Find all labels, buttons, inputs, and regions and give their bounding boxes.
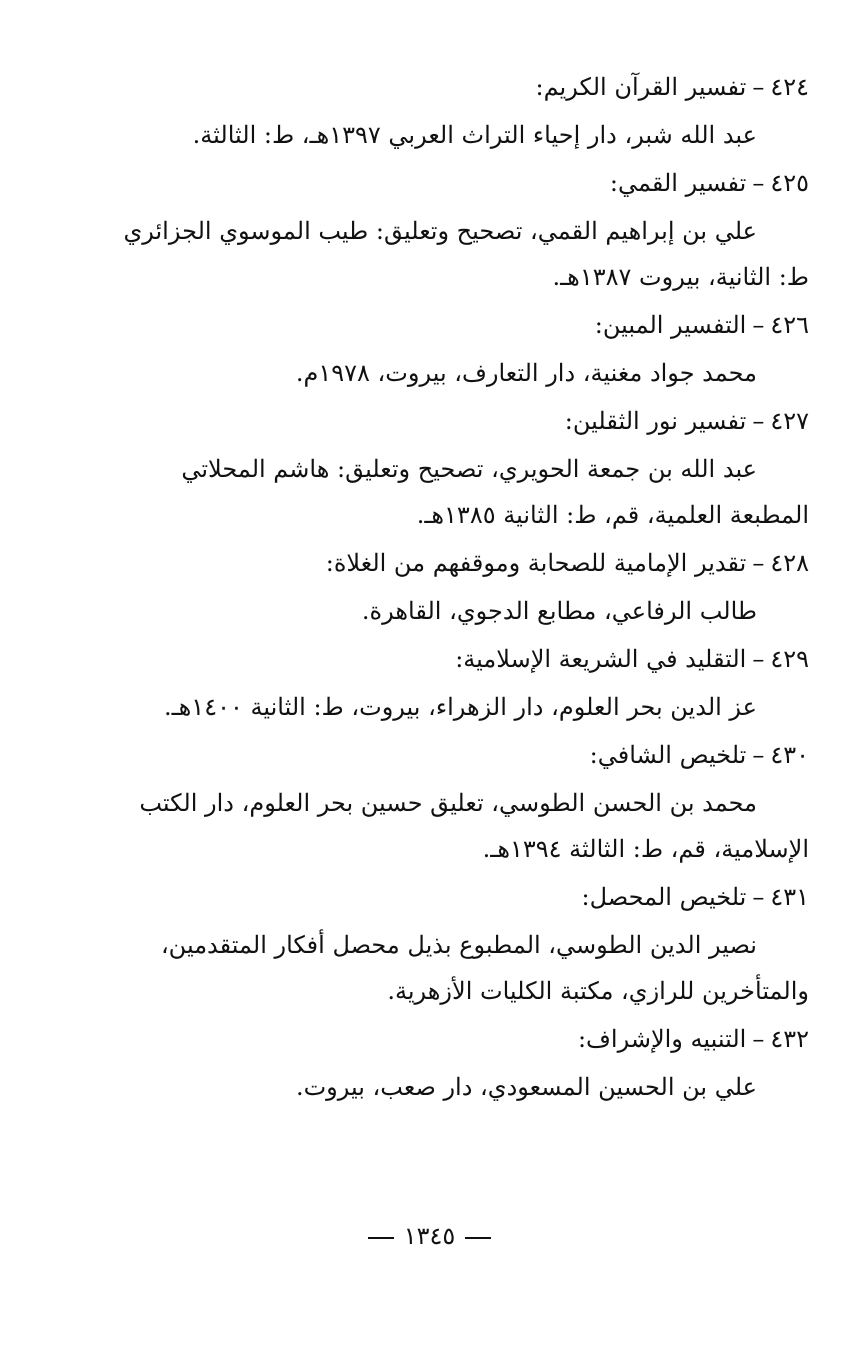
- entry-title-text: تلخيص الشافي:: [589, 741, 747, 769]
- entry-number: ٤٢٩: [770, 645, 809, 673]
- entry-title-text: تفسير القمي:: [609, 169, 747, 197]
- entry-description: محمد بن الحسن الطوسي، تعليق حسين بحر العلوم، دار الكتب الإسلامية، قم، ط: الثالثة ١٣٩٤هـ.: [139, 789, 809, 863]
- entry-description: علي بن إبراهيم القمي، تصحيح وتعليق: طيب الموسوي الجزائري ط: الثانية، بيروت ١٣٨٧هـ.: [123, 217, 809, 291]
- entry-title: ٤٣٢–التنبيه والإشراف:: [109, 1014, 809, 1064]
- entry-title: ٤٢٩–التقليد في الشريعة الإسلامية:: [109, 634, 809, 684]
- entry-number: ٤٢٦: [770, 311, 809, 339]
- entry-description: نصير الدين الطوسي، المطبوع بذيل محصل أفكار المتقدمين، والمتأخرين للرازي، مكتبة الكليات الأزهرية.: [160, 931, 809, 1005]
- entry-number: ٤٣١: [770, 883, 809, 911]
- entry-title: ٤٢٤–تفسير القرآن الكريم:: [109, 62, 809, 112]
- entry-title: ٤٣١–تلخيص المحصل:: [109, 872, 809, 922]
- entry-description: عبد الله شبر، دار إحياء التراث العربي ١٣٩٧هـ، ط: الثالثة.: [192, 121, 757, 149]
- footer-rule-left: [368, 1237, 394, 1239]
- entry-title-text: التفسير المبين:: [594, 311, 747, 339]
- entry-number: ٤٢٨: [770, 549, 809, 577]
- entry-number: ٤٢٥: [770, 169, 809, 197]
- entry-number: ٤٢٧: [770, 407, 809, 435]
- entry-description: محمد جواد مغنية، دار التعارف، بيروت، ١٩٧٨م.: [295, 359, 757, 387]
- entry-title: ٤٢٥–تفسير القمي:: [109, 158, 809, 208]
- entry-title-text: تقدير الإمامية للصحابة وموقفهم من الغلاة:: [325, 549, 747, 577]
- entry-description: طالب الرفاعي، مطابع الدجوي، القاهرة.: [361, 597, 757, 625]
- entry-title-text: تفسير نور الثقلين:: [564, 407, 747, 435]
- bibliography-list: [109, 62, 809, 1110]
- footer-rule-right: [465, 1237, 491, 1239]
- entry-title-text: التقليد في الشريعة الإسلامية:: [455, 645, 747, 673]
- page-footer: [0, 1222, 859, 1250]
- entry-title: ٤٣٠–تلخيص الشافي:: [109, 730, 809, 780]
- entry-description: علي بن الحسين المسعودي، دار صعب، بيروت.: [295, 1073, 757, 1101]
- entry-title: ٤٢٨–تقدير الإمامية للصحابة وموقفهم من الغلاة:: [109, 538, 809, 588]
- entry-title: ٤٢٧–تفسير نور الثقلين:: [109, 396, 809, 446]
- page-number: ١٣٤٥: [403, 1222, 456, 1250]
- entry-description: عبد الله بن جمعة الحويري، تصحيح وتعليق: هاشم المحلاتي المطبعة العلمية، قم، ط: الثانية ١٣٨٥هـ.: [181, 455, 809, 529]
- entry-number: ٤٢٤: [770, 73, 809, 101]
- entry-number: ٤٣٢: [770, 1025, 809, 1053]
- entry-number: ٤٣٠: [770, 741, 809, 769]
- entry-title-text: تفسير القرآن الكريم:: [535, 73, 747, 101]
- entry-title-text: تلخيص المحصل:: [581, 883, 747, 911]
- entry-title: ٤٢٦–التفسير المبين:: [109, 300, 809, 350]
- entry-title-text: التنبيه والإشراف:: [577, 1025, 747, 1053]
- entry-description: عز الدين بحر العلوم، دار الزهراء، بيروت، ط: الثانية ١٤٠٠هـ.: [163, 693, 757, 721]
